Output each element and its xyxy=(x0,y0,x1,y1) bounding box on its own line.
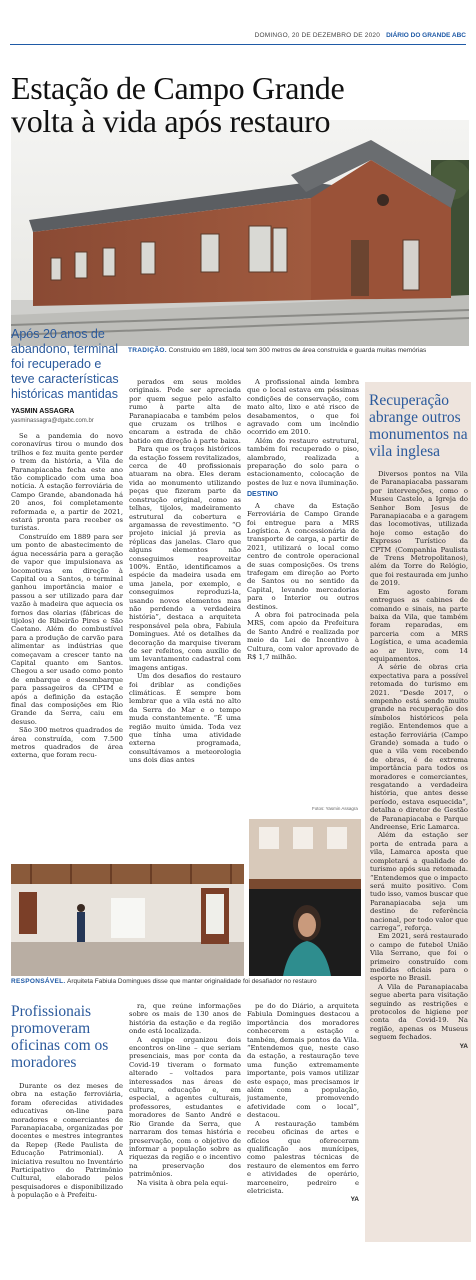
station-photo xyxy=(11,120,469,346)
secondary-column-3 xyxy=(247,1002,359,1242)
paragraph: pe do do Diário, a arquiteta Fabiula Domingues destacou a importância dos moradores conhecerem a estação e também, demais pontos da Vila. “Entendemos que, neste caso da estação, a restauração teve uma função extremamente importante, pois vamos utilizar este espaço, mas precisamos ir além com a população, justamente, promovendo afetividade com o local”, destacou. xyxy=(247,1002,359,1120)
author-signature: YA xyxy=(459,1042,468,1050)
paragraph: Na visita à obra pela equi- xyxy=(137,1178,228,1187)
paragraph: ra, que reúne informações sobre os mais de 130 anos de história da estação e da região onde está localizada. xyxy=(129,1002,241,1036)
newspaper-name: DIÁRIO DO GRANDE ABC xyxy=(386,32,466,39)
paragraph: São 300 metros quadrados de área construída, com 7.500 metros quadrados de área externa, que foram recu- xyxy=(11,726,123,760)
caption-text: Construído em 1889, local tem 300 metros de área construída e guarda muitas memórias xyxy=(166,347,427,354)
photo-credit: Fotos: Yasmin Assagra xyxy=(312,806,358,811)
paragraph: Durante os dez meses de obra na estação ferroviária, foram oferecidas atividades educativas on-line para moradores e comerciantes de Paranapiacaba, organizadas por docentes e mestres integrantes da Repep (Rede Paulista de Educação Patrimonial). A iniciativa resultou no Inventário Participativo do Patrimônio Cultural, elaborado pelos pesquisadores e disponibilizado à população e à Prefeitu- xyxy=(11,1082,123,1200)
article-column-3 xyxy=(247,378,359,804)
paragraph: perados em seus moldes originais. Pode ser apreciada por quem segue pelo asfalto rumo à parte alta de Paranapiacaba e também pelos que cruzam os trilhos e encaram a estrada de chão batido em direção à parte baixa. xyxy=(129,378,241,445)
paragraph: Se a pandemia do novo coronavírus tirou o mundo dos trilhos e fez muita gente perder o trem da história, a Vila de Paranapiacaba fecha este ano tão complicado com uma boa notícia. A estação ferroviária de Campo Grande, abandonada há 20 anos, foi completamente reformada e, a partir de 2021, estará pronta para receber os turistas. xyxy=(11,432,123,533)
caption-tag: RESPONSÁVEL. xyxy=(11,978,66,985)
section-heading: DESTINO xyxy=(247,491,279,499)
paragraph: A chave da Estação Ferroviária de Campo Grande foi entregue para a MRS Logística. A concessionária de transporte de carga, a partir de 2021, utilizará o local como centro de controle operacional de suas composições. Os trens trafegam em direção ao Porto de Santos ou no sentido da Capital, levando mercadorias para o Interior ou outros destinos. xyxy=(247,501,359,611)
architect-photo xyxy=(249,819,361,976)
paragraph: Em agosto foram entregues as cabines de comando e sinais, na parte baixa da Vila, que também foram reparadas, em parceria com a MRS Logística, e uma academia ao ar livre, com 14 equipamentos. xyxy=(370,587,468,663)
caption-text: Arquiteta Fabiula Domingues disse que manter originalidade foi desafiador no restauro xyxy=(65,978,317,985)
paragraph: A Vila de Paranapiacaba segue aberta para visitação seguindo as restrições e protocolos de higiene por conta da Covid-19. Na região, apenas os Museus seguem fechados. xyxy=(370,982,468,1042)
paragraph: A equipe organizou dois encontros on-line – que seriam presenciais, mas por conta da Covid-19 tiveram o formato alterado – voltados para interessados nas áreas de cultura, educação e, em especial, a agentes culturais, professores, estudantes e moradores de Santo André e Rio Grande da Serra, que narraram dos temas história e preservação, com o objetivo de informar a população sobre as riquezas da região e o incentivo na preservação dos patrimônios. xyxy=(129,1035,241,1179)
sidebar-column xyxy=(370,470,468,1230)
author-email[interactable]: yasminassagra@dgabc.com.br xyxy=(11,418,94,424)
secondary-column-2 xyxy=(129,1002,241,1242)
paragraph: Construído em 1889 para ser um ponto de abastecimento de água necessária para a geração de vapor que impulsionava as locomotivas em direção à Capital ou a Santos, o terminal ganhou importância maior e passou a ser utilizado para dar vazão à madeira que aquecia os fornos das olarias (fábricas de tijolos) de Ribeirão Pires e São Caetano. Além do combustível para a produção de carvão para alimentar as indústrias que começavam a crescer tanto na Capital quanto em Santos. Chegou a ser usado como ponto de embarque e desembarque para passageiros da CPTM e após a definição da estação final das composições em Rio Grande da Serra, caiu em desuso. xyxy=(11,532,123,726)
paragraph: A restauração também recebeu oficinas de artes e ofícios que ofereceram qualificação aos munícipes, como palestras técnicas de restauro de elementos em ferro e atividades de operário, marceneiro, pedreiro e eletricista. xyxy=(247,1119,359,1195)
article-column-2 xyxy=(129,378,241,862)
paragraph: Um dos desafios do restauro foi driblar as condições climáticas. É sempre bom lembrar que a vila está no alto da Serra do Mar e o tempo muda constantemente. “É uma região muito úmida. Toda vez que tínha uma atividade externa programada, consultávamos a meteorologia uns dois dias antes xyxy=(129,672,241,765)
interior-photo xyxy=(11,864,244,976)
sidebar-title: Recuperação abrange outros monumentos na vila inglesa xyxy=(369,392,468,460)
paragraph: A profissional ainda lembra que o local estava em péssimas condições de conservação, com mato alto, lixo e até risco de desabamentos, o que foi agravado com um incêndio ocorrido em 2010. xyxy=(247,378,359,437)
article-deck: Após 20 anos de abandono, terminal foi recuperado e teve características históricas mantidas xyxy=(11,327,119,401)
paragraph: Para que os traços históricos da estação fossem revitalizados, cerca de 40 profissionais atuaram na obra. Eles deram vida ao monumento utilizando peças que fizeram parte da construção original, como as telhas, tijolos, madeiramento estrutural da cobertura e argamassa de revestimento. “O projeto inicial já previa as réplicas das janelas. Claro que alguns elementos não conseguimos reaproveitar 100%. Então, identificamos a espécie da madeira usada em uma janela, por exemplo, e conseguimos reproduzi-la, usando novos elementos mas não perdendo a verdadeira história”, destaca a arquiteta responsável pela obra, Fabiula Domingues. Até os detalhes da decoração da marquise tiveram de ser refeitos, com auxílio de um levantamento cadastral com imagens antigas. xyxy=(129,445,241,672)
secondary-column-1 xyxy=(11,1082,123,1242)
masthead-rule xyxy=(10,44,466,45)
author-name: YASMIN ASSAGRA xyxy=(11,408,75,415)
headline: Estação de Campo Grande volta à vida após restauro xyxy=(11,70,345,139)
photo-caption-2 xyxy=(11,978,363,986)
paragraph: Em 2021, será restaurado o campo de futebol União Vila Serrano, que foi o primeiro construído com medidas oficiais para o esporte no Brasil. xyxy=(370,932,468,983)
paragraph: A obra foi patrocinada pela MRS, com apoio da Prefeitura de Santo André e realizada por meio da Lei de Incentivo à Cultura, com valor aprovado de R$ 1,7 milhão. xyxy=(247,610,359,661)
secondary-headline: Profissionais promoveram oficinas com os moradores xyxy=(11,1003,109,1071)
paragraph: A série de obras cria expectativa para a possível retomada do turismo em 2021. “Desde 2017, o empenho está sendo muito grande na recuperação dos símbolos históricos pela região. Entendemos que a estação ferroviária (Campo Grande) somada a tudo o que a vila vem recebendo de obras, é de extrema importância para todos os moradores e comerciantes, resgatando a verdadeira história, que antes desse período, estava esquecida”, detalha o diretor de Gestão de Paranapiacaba e Parque Andreense, Eric Lamarca. xyxy=(370,663,468,832)
masthead xyxy=(10,0,466,38)
paragraph: Além do restauro estrutural, também foi recuperado o piso, alambrado, realizada a preparação do solo para o estacionamento, colocação de postes de luz e nova iluminação. xyxy=(247,436,359,487)
photo-caption xyxy=(128,347,472,355)
paragraph: Diversos pontos na Vila de Paranapiacaba passaram por intervenções, como o Museu Castelo, a Igreja do Senhor Bom Jesus de Paranapiacaba e a garagem das locomotivas, utilizada hoje como estação do Expresso Turístico da CPTM (Companhia Paulista de Trens Metropolitanos), além da Torre do Relógio, que foi restaurada em junho de 2019. xyxy=(370,470,468,588)
article-column-1 xyxy=(11,432,123,862)
paragraph: Além da estação ser porta de entrada para a vila, Lamarca aposta que completará a qualidade do turismo após sua retomada. “Entendemos que o impacto será muito positivo. Com tudo isso, vamos buscar que Paranapiacaba seja um destino de referência nacional, por todo valor que carrega”, reforça. xyxy=(370,831,468,932)
caption-tag: TRADIÇÃO. xyxy=(128,347,167,354)
issue-date: DOMINGO, 20 DE DEZEMBRO DE 2020 xyxy=(254,32,381,39)
author-signature: YA xyxy=(350,1196,359,1204)
